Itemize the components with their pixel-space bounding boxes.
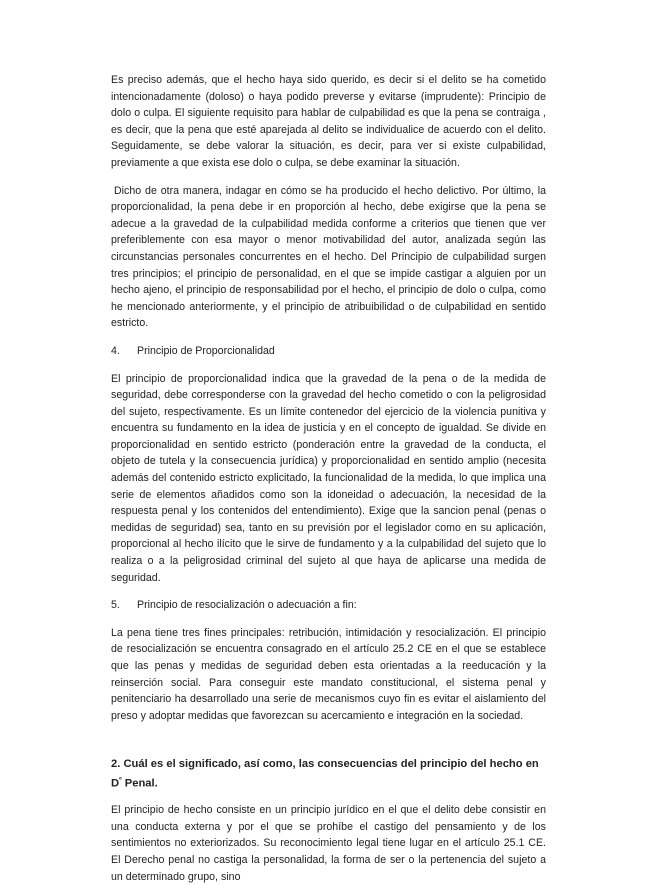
section-title: Principio de Proporcionalidad	[137, 344, 275, 357]
paragraph-principio-hecho: El principio de hecho consiste en un principio jurídico en el que el delito debe consistir en una conducta externa y por el que se prohíbe el castigo del pensamiento y de los sentimientos no exteriorizados. Su reconocimiento legal tiene lugar en el artículo 25.1 CE. El Derecho penal no castiga la personalidad, la forma de ser o la pertenencia del sujeto a un determinado grupo, sino	[111, 804, 546, 883]
section-number: 5.	[111, 599, 120, 612]
section-heading-resocializacion	[111, 597, 546, 614]
question-title	[111, 756, 546, 792]
paragraph-proporcionalidad: El principio de proporcionalidad indica que la gravedad de la pena o de la medida de seguridad, debe corresponderse con la gravedad del hecho cometido o con la peligrosidad del sujeto, respectivamente. Es un límite contenedor del ejercicio de la violencia punitiva y encuentra su fundamento en la idea de justicia y en el concepto de igualdad. Se divide en proporcionalidad en sentido estricto (ponderación entre la gravedad de la conducta, el objeto de tutela y la consecuencia jurídica) y proporcionalidad en sentido amplio (necesita además del contenido estricto explicitado, la funcionalidad de la medida, lo que implica una serie de elementos añadidos como son la idoneidad o adecuación, la necesidad de la respuesta penal y los contenidos del entendimiento). Exige que la sancion penal (penas o medidas de seguridad) sea, tanto en su previsión por el legislador como en su aplicación, proporcional al hecho ilícito que le sirve de fundamento y a la culpabilidad del sujeto que lo realiza o a la peligrosidad criminal del sujeto al que haya de aplicarse una medida de seguridad.	[111, 372, 546, 584]
section-title: Principio de resocialización o adecuación a fin:	[137, 599, 357, 612]
paragraph-resocializacion: La pena tiene tres fines principales: retribución, intimidación y resocialización. El principio de resocialización se encuentra consagrado en el artículo 25.2 CE en el que se establece que las penas y medidas de seguridad deben esta orientadas a la reeducación y la reinserción social. Para conseguir este mandato constitucional, el sistema penal y penitenciario ha desarrollado una serie de mecanismos cuyo fin es evitar el aislamiento del preso y adoptar medidas que favorezcan su acercamiento e integración en la sociedad.	[111, 626, 546, 722]
question-text: 2. Cuál es el significado, así como, las consecuencias del principio del hecho en D	[111, 758, 539, 790]
question-text-end: Penal.	[121, 777, 158, 790]
section-number: 4.	[111, 344, 120, 357]
paragraph-culpabilidad: Dicho de otra manera, indagar en cómo se ha producido el hecho delictivo. Por último, la proporcionalidad, la pena debe ir en proporción al hecho, debe exigirse que la pena se adecue a la gravedad de la culpabilidad medida conforme a criterios que tienen que ver preferiblemente con esa mayor o menor motivabilidad del autor, analizada según las circunstancias personales concurrentes en el hecho. Del Principio de culpabilidad surgen tres principios; el principio de personalidad, en el que se impide castigar a alguien por un hecho ajeno, el principio de responsabilidad por el hecho, el principio de dolo o culpa, como he mencionado anteriormente, y el principio de atribuibilidad o de culpabilidad en sentido estricto.	[111, 184, 546, 330]
question-superscript: º	[119, 776, 122, 784]
paragraph-dolo-culpa: Es preciso además, que el hecho haya sido querido, es decir si el delito se ha cometido intencionadamente (doloso) o haya podido preverse y evitarse (imprudente): Principio de dolo o culpa. El siguiente requisito para hablar de culpabilidad es que la pena se contraiga , es decir, que la pena que esté aparejada al delito se individualice de acuerdo con el delito. Seguidamente, se debe valorar la situación, es decir, para ver si existe culpabilidad, previamente a que exista ese dolo o culpa, se debe examinar la situación.	[111, 74, 546, 169]
section-heading-proporcionalidad	[111, 343, 546, 360]
